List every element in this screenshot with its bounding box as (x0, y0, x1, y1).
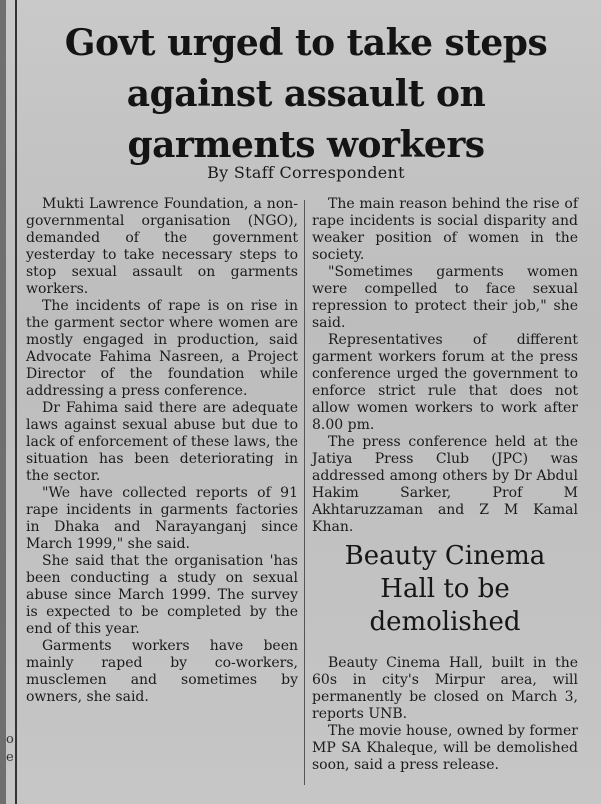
paragraph: The main reason behind the rise of rape incidents is social disparity and weaker position of women in the society. (312, 196, 578, 263)
column-divider (304, 200, 305, 785)
paragraph: Mukti Lawrence Foundation, a non-governmental organisation (NGO), demanded of the government yesterday to take necessary steps to stop sexual assault on garments workers. (26, 196, 298, 297)
paragraph: The press conference held at the Jatiya Press Club (JPC) was addressed among others by Dr Abdul Hakim Sarker, Prof M Akhtaruzzaman and Z M Kamal Khan. (312, 434, 578, 535)
headline-line: garments workers (127, 124, 485, 166)
paragraph: Garments workers have been mainly raped by co-workers, musclemen and sometimes by owners, she said. (26, 638, 298, 705)
headline-line: Beauty Cinema (344, 541, 546, 571)
headline-line: demolished (369, 607, 521, 637)
column-rule (15, 0, 17, 804)
paragraph: She said that the organisation 'has been conducting a study on sexual abuse since March 1999. The survey is expected to be completed by the end of this year. (26, 553, 298, 637)
paragraph: Representatives of different garment workers forum at the press conference urged the government to enforce strict rule that does not allow women workers to work after 8.00 pm. (312, 332, 578, 433)
paragraph: "Sometimes garments women were compelled to face sexual repression to protect their job," she said. (312, 264, 578, 331)
article-headline (26, 18, 586, 171)
article-left-column (26, 196, 298, 706)
headline-line: Govt urged to take steps (64, 22, 548, 64)
paragraph: The movie house, owned by former MP SA Khaleque, will be demolished soon, said a press release. (312, 723, 578, 773)
paragraph: Dr Fahima said there are adequate laws against sexual abuse but due to lack of enforcement of these laws, the situation has been deteriorating in the sector. (26, 400, 298, 484)
paragraph: Beauty Cinema Hall, built in the 60s in city's Mirpur area, will permanently be closed on March 3, reports UNB. (312, 655, 578, 722)
article-right-column (312, 196, 578, 536)
headline-line: against assault on (126, 73, 486, 115)
byline: By Staff Correspondent (207, 163, 405, 182)
newspaper-clipping (6, 0, 601, 804)
headline-line: Hall to be (380, 574, 510, 604)
paragraph: "We have collected reports of 91 rape incidents in garments factories in Dhaka and Narayanganj since March 1999," she said. (26, 485, 298, 552)
second-article-body (312, 655, 578, 774)
paragraph: The incidents of rape is on rise in the garment sector where women are mostly engaged in production, said Advocate Fahima Nasreen, a Project Director of the foundation while addressing a press conference. (26, 298, 298, 399)
second-article-headline (312, 540, 578, 639)
edge-fragment: e (6, 750, 14, 765)
edge-fragment: o (6, 732, 14, 747)
